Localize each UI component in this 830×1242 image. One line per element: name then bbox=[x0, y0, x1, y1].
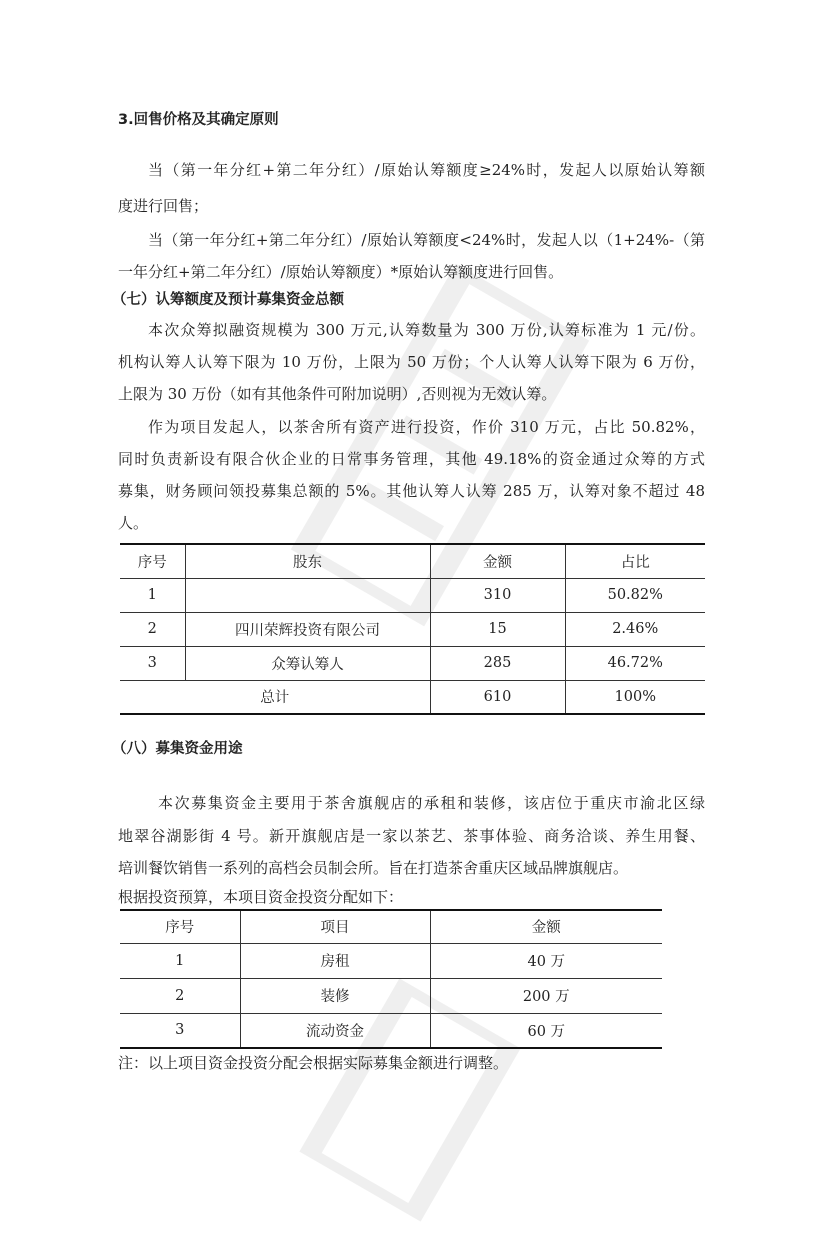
table-row bbox=[120, 943, 662, 978]
cell: 285 bbox=[430, 646, 565, 680]
cell: 装修 bbox=[240, 978, 430, 1013]
cell: 100% bbox=[565, 680, 705, 714]
shareholder-table bbox=[120, 543, 705, 715]
cell: 2.46% bbox=[565, 612, 705, 646]
table-note: 注：以上项目资金投资分配会根据实际募集金额进行调整。 bbox=[118, 1054, 509, 1072]
header-cell: 占比 bbox=[565, 544, 705, 578]
header-cell: 序号 bbox=[120, 910, 240, 943]
header-cell: 金额 bbox=[430, 910, 662, 943]
cell: 310 bbox=[430, 578, 565, 612]
paragraph-line: 同时负责新设有限合伙企业的日常事务管理，其他 49.18%的资金通过众筹的方式 bbox=[118, 450, 705, 468]
header-cell: 金额 bbox=[430, 544, 565, 578]
paragraph-line: 机构认筹人认筹下限为 10 万份，上限为 50 万份；个人认筹人认筹下限为 6 万份， bbox=[118, 353, 705, 371]
cell: 房租 bbox=[240, 943, 430, 978]
paragraph-line: 本次众筹拟融资规模为 300 万元,认筹数量为 300 万份,认筹标准为 1 元/份。 bbox=[148, 321, 705, 339]
paragraph-line: 本次募集资金主要用于茶舍旗舰店的承租和装修，该店位于重庆市渝北区绿 bbox=[158, 794, 705, 812]
table-row bbox=[120, 1013, 662, 1048]
paragraph-line: 当（第一年分红+第二年分红）/原始认筹额度<24%时，发起人以（1+24%-（第 bbox=[148, 231, 705, 249]
cell: 46.72% bbox=[565, 646, 705, 680]
cell: 3 bbox=[120, 1013, 240, 1048]
cell: 2 bbox=[120, 612, 185, 646]
header-cell: 股东 bbox=[185, 544, 430, 578]
section-heading: （七）认筹额度及预计募集资金总额 bbox=[112, 292, 344, 308]
header-cell: 序号 bbox=[120, 544, 185, 578]
table-row bbox=[120, 646, 705, 680]
table-row bbox=[120, 578, 705, 612]
paragraph-line: 一年分红+第二年分红）/原始认筹额度）*原始认筹额度进行回售。 bbox=[118, 263, 564, 281]
section-heading: 3.回售价格及其确定原则 bbox=[118, 112, 279, 128]
cell: 15 bbox=[430, 612, 565, 646]
cell bbox=[185, 578, 430, 612]
paragraph-line: 上限为 30 万份（如有其他条件可附加说明）,否则视为无效认筹。 bbox=[118, 385, 557, 403]
table-header-row bbox=[120, 910, 662, 943]
cell: 众筹认筹人 bbox=[185, 646, 430, 680]
table-row bbox=[120, 978, 662, 1013]
fund-allocation-table bbox=[120, 909, 662, 1049]
cell: 四川荣辉投资有限公司 bbox=[185, 612, 430, 646]
paragraph-line: 人。 bbox=[118, 514, 149, 532]
table-header-row bbox=[120, 544, 705, 578]
paragraph-line: 培训餐饮销售一系列的高档会员制会所。旨在打造茶舍重庆区域品牌旗舰店。 bbox=[118, 859, 629, 877]
cell: 总计 bbox=[120, 680, 430, 714]
cell: 610 bbox=[430, 680, 565, 714]
cell: 50.82% bbox=[565, 578, 705, 612]
cell: 200 万 bbox=[430, 978, 662, 1013]
paragraph-line: 根据投资预算，本项目资金投资分配如下： bbox=[118, 888, 404, 906]
cell: 1 bbox=[120, 578, 185, 612]
cell: 2 bbox=[120, 978, 240, 1013]
cell: 3 bbox=[120, 646, 185, 680]
paragraph-line: 地翠谷湖影街 4 号。新开旗舰店是一家以茶艺、茶事体验、商务洽谈、养生用餐、 bbox=[118, 827, 705, 845]
cell: 60 万 bbox=[430, 1013, 662, 1048]
paragraph-line: 募集，财务顾问领投募集总额的 5%。其他认筹人认筹 285 万，认筹对象不超过 48 bbox=[118, 482, 705, 500]
paragraph-line: 当（第一年分红+第二年分红）/原始认筹额度≥24%时，发起人以原始认筹额 bbox=[148, 161, 705, 179]
header-cell: 项目 bbox=[240, 910, 430, 943]
section-heading: （八）募集资金用途 bbox=[112, 741, 243, 757]
paragraph-line: 度进行回售； bbox=[118, 197, 209, 215]
cell: 1 bbox=[120, 943, 240, 978]
table-total-row bbox=[120, 680, 705, 714]
cell: 流动资金 bbox=[240, 1013, 430, 1048]
paragraph-line: 作为项目发起人，以茶舍所有资产进行投资，作价 310 万元，占比 50.82%， bbox=[148, 418, 705, 436]
cell: 40 万 bbox=[430, 943, 662, 978]
table-row bbox=[120, 612, 705, 646]
